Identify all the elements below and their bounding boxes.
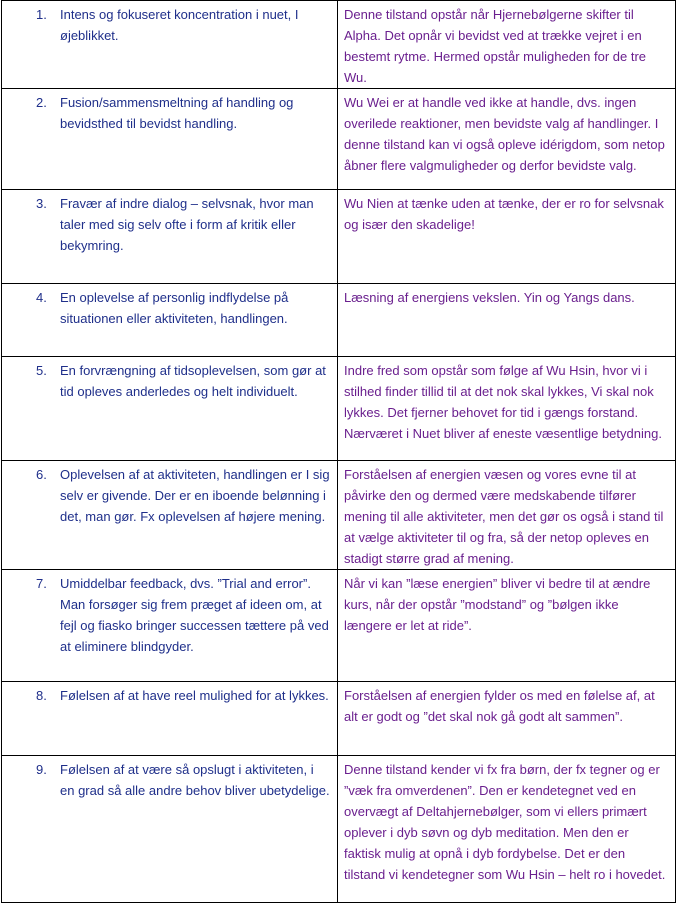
left-text: Følelsen af at have reel mulighed for at lykkes. <box>60 688 329 703</box>
comparison-table <box>1 0 676 903</box>
right-cell: Når vi kan ”læse energien” bliver vi bedre til at ændre kurs, når der opstår ”modstand” og ”bølgen ikke længere er let at ride”. <box>338 570 676 682</box>
left-cell <box>2 682 338 756</box>
right-cell: Forståelsen af energien væsen og vores evne til at påvirke den og dermed være medskabende tilfører mening til alle aktiviteter, men det gør os også i stand til at vælge aktiviteter til og fra, så der netop opleves en stadigt større grad af mening. <box>338 461 676 570</box>
table-row <box>2 89 676 190</box>
right-cell: Denne tilstand opstår når Hjernebølgerne skifter til Alpha. Det opnår vi bevidst ved at trække vejret i en bestemt rytme. Hermed opstår muligheden for de tre Wu. <box>338 1 676 89</box>
row-number: 2. <box>36 95 47 110</box>
row-number: 9. <box>36 762 47 777</box>
row-number: 3. <box>36 196 47 211</box>
right-cell: Wu Nien at tænke uden at tænke, der er ro for selvsnak og især den skadelige! <box>338 190 676 284</box>
table-row <box>2 756 676 903</box>
table-row <box>2 461 676 570</box>
left-text: Fravær af indre dialog – selvsnak, hvor man taler med sig selv ofte i form af kritik eller bekymring. <box>60 196 314 253</box>
row-number: 6. <box>36 467 47 482</box>
left-cell <box>2 1 338 89</box>
row-number: 8. <box>36 688 47 703</box>
left-text: Fusion/sammensmeltning af handling og bevidsthed til bevidst handling. <box>60 95 294 131</box>
left-cell <box>2 357 338 461</box>
left-text: Oplevelsen af at aktiviteten, handlingen er I sig selv er givende. Der er en iboende belønning i det, man gør. Fx oplevelsen af højere mening. <box>60 467 330 524</box>
table-row <box>2 682 676 756</box>
left-text: Følelsen af at være så opslugt i aktiviteten, i en grad så alle andre behov bliver ubetydelige. <box>60 762 330 798</box>
right-cell: Wu Wei er at handle ved ikke at handle, dvs. ingen overilede reaktioner, men bevidste valg af handlinger. I denne tilstand kan vi også opleve idérigdom, som netop åbner flere valgmuligheder og derfor bevidste valg. <box>338 89 676 190</box>
left-text: En oplevelse af personlig indflydelse på situationen eller aktiviteten, handlingen. <box>60 290 289 326</box>
table-row <box>2 284 676 357</box>
table-row <box>2 357 676 461</box>
left-text: Umiddelbar feedback, dvs. ”Trial and error”. Man forsøger sig frem præget af ideen om, at fejl og fiasko bringer successen tættere på ved at eliminere blindgyder. <box>60 576 329 654</box>
row-number: 5. <box>36 363 47 378</box>
left-cell <box>2 756 338 903</box>
table-row <box>2 570 676 682</box>
row-number: 1. <box>36 7 47 22</box>
row-number: 4. <box>36 290 47 305</box>
left-cell <box>2 284 338 357</box>
row-number: 7. <box>36 576 47 591</box>
right-cell: Forståelsen af energien fylder os med en følelse af, at alt er godt og ”det skal nok gå godt alt sammen”. <box>338 682 676 756</box>
table-row <box>2 1 676 89</box>
right-cell: Indre fred som opstår som følge af Wu Hsin, hvor vi i stilhed finder tillid til at det nok skal lykkes, Vi skal nok lykkes. Det fjerner behovet for tid i gængs forstand. Nærværet i Nuet bliver af eneste væsentlige betydning. <box>338 357 676 461</box>
left-cell <box>2 89 338 190</box>
left-text: Intens og fokuseret koncentration i nuet, I øjeblikket. <box>60 7 299 43</box>
table-row <box>2 190 676 284</box>
left-cell <box>2 461 338 570</box>
right-cell: Læsning af energiens vekslen. Yin og Yangs dans. <box>338 284 676 357</box>
right-cell: Denne tilstand kender vi fx fra børn, der fx tegner og er ”væk fra omverdenen”. Den er kendetegnet ved en overvægt af Deltahjernebølger, som vi ellers primært oplever i dyb søvn og dyb meditation. Men den er faktisk mulig at opnå i dyb fordybelse. Det er den tilstand vi kendetegner som Wu Hsin – helt ro i hovedet. <box>338 756 676 903</box>
left-text: En forvrængning af tidsoplevelsen, som gør at tid opleves anderledes og helt individuelt. <box>60 363 326 399</box>
left-cell <box>2 570 338 682</box>
left-cell <box>2 190 338 284</box>
